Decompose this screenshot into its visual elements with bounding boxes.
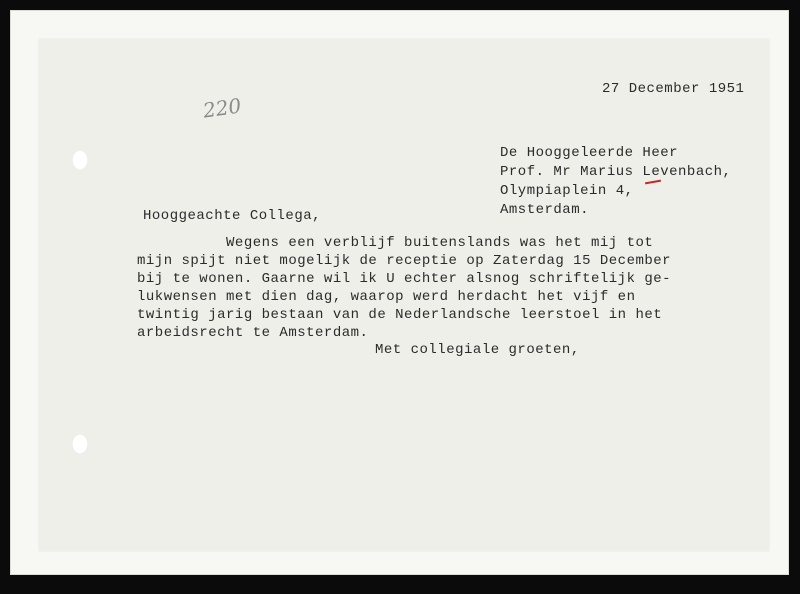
punch-hole-top	[72, 150, 88, 170]
body-line-2: mijn spijt niet mogelijk de receptie op Zaterdag 15 December	[137, 253, 672, 269]
closing: Met collegiale groeten,	[375, 342, 580, 358]
address-line-2: Prof. Mr Marius Levenbach,	[500, 164, 732, 180]
body-line-4: lukwensen met dien dag, waarop werd herdacht het vijf en	[137, 289, 636, 305]
address-line-1: De Hooggeleerde Heer	[500, 145, 679, 161]
body-line-6: arbeidsrecht te Amsterdam.	[137, 325, 369, 341]
handwritten-annotation: 220	[201, 93, 243, 123]
body-line-1: Wegens een verblijf buitenslands was het mij tot	[137, 235, 654, 251]
body-line-3: bij te wonen. Gaarne wil ik U echter alsnog schriftelijk ge-	[137, 271, 672, 287]
salutation: Hooggeachte Collega,	[143, 208, 322, 224]
body-line-5: twintig jarig bestaan van de Nederlandsche leerstoel in het	[137, 307, 663, 323]
address-line-4: Amsterdam.	[500, 202, 590, 218]
letter-date: 27 December 1951	[602, 81, 745, 97]
address-line-3: Olympiaplein 4,	[500, 183, 634, 199]
punch-hole-bottom	[72, 434, 88, 454]
